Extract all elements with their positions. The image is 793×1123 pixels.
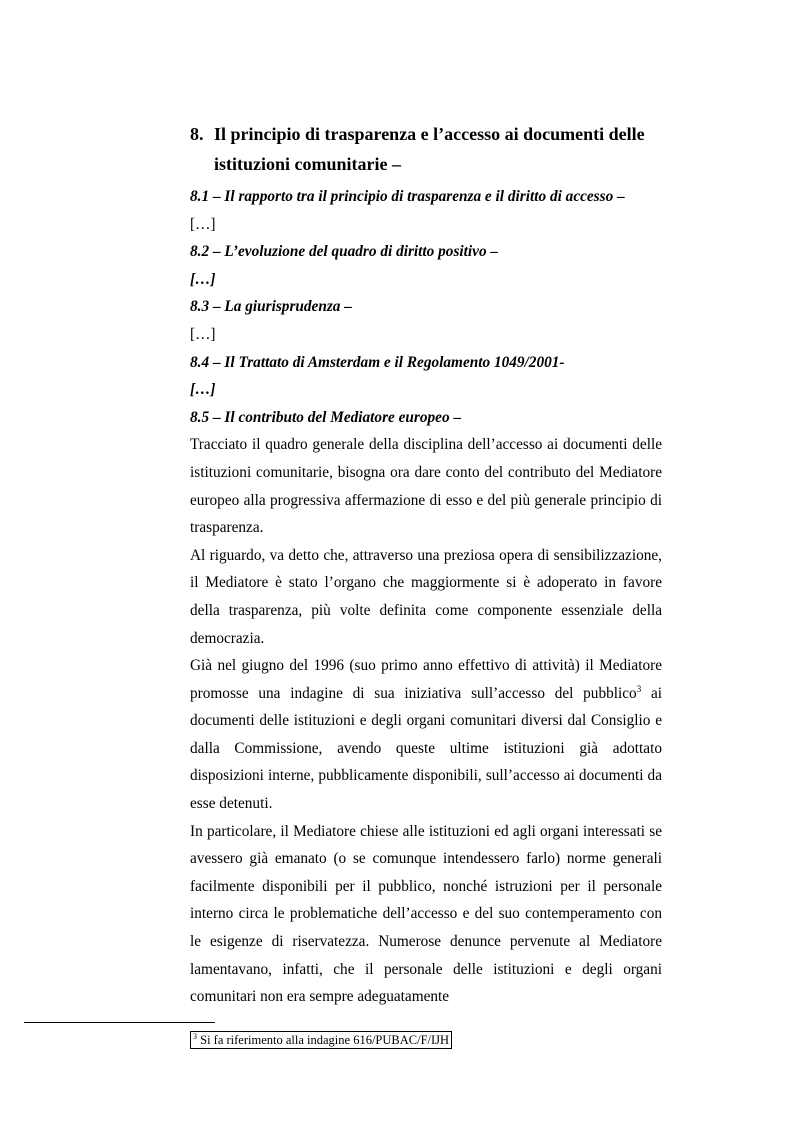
omission-ellipsis: […] (190, 270, 216, 288)
subsection-title-8-2: 8.2 – L’evoluzione del quadro di diritto positivo – (190, 243, 499, 261)
subsection-title-8-1: 8.1 – Il rapporto tra il principio di trasparenza e il diritto di accesso – (190, 188, 625, 205)
footnote-separator (24, 1022, 215, 1023)
body-paragraph: In particolare, il Mediatore chiese alle istituzioni ed agli organi interessati se avessero già emanato (o se comunque intendessero farlo) norme generali facilmente disponibili per il pubblico, nonché istruzioni per il personale interno circa le problematiche dell’accesso e del suo contemperamento con le esigenze di riservatezza. Numerose denunce pervenute al Mediatore lamentavano, infatti, che il personale delle istituzioni e degli organi comunitari non era sempre adeguatamente (190, 822, 662, 1006)
footnote (190, 1031, 452, 1049)
omission-ellipsis: […] (190, 381, 216, 399)
body-text (190, 183, 662, 1011)
section-heading-line2: istituzioni comunitarie – (214, 154, 401, 174)
omission-ellipsis: […] (190, 215, 216, 233)
body-paragraph (190, 652, 662, 818)
paragraph-text: ai documenti delle istituzioni e degli organi comunitari diversi dal Consiglio e dalla Commissione, avendo queste ultime istituzioni già adottato disposizioni interne, pubblicamente disponibili, sull’accesso ai documenti da esse detenuti. (190, 684, 662, 813)
footnote-marker: 3 (193, 1031, 197, 1041)
footnote-reference[interactable]: 3 (636, 683, 642, 694)
paragraph-text: Già nel giugno del 1996 (suo primo anno effettivo di attività) il Mediatore promosse una indagine di sua iniziativa sull’accesso del pubblico (190, 657, 662, 702)
omission-ellipsis: […] (190, 325, 216, 343)
section-heading-line1: Il principio di trasparenza e l’accesso ai documenti delle (214, 124, 645, 144)
section-heading (190, 119, 665, 179)
footnote-text: Si fa riferimento alla indagine 616/PUBAC/F/IJH (197, 1033, 450, 1047)
subsection-title-8-3: 8.3 – La giurisprudenza – (190, 298, 352, 316)
subsection-title-8-4: 8.4 – Il Trattato di Amsterdam e il Regolamento 1049/2001- (190, 353, 565, 371)
section-number: 8. (190, 124, 204, 144)
body-paragraph: Tracciato il quadro generale della disciplina dell’accesso ai documenti delle istituzioni comunitarie, bisogna ora dare conto del contributo del Mediatore europeo alla progressiva affermazione di esso e del più generale principio di trasparenza. (190, 436, 662, 537)
body-paragraph: Al riguardo, va detto che, attraverso una preziosa opera di sensibilizzazione, il Mediatore è stato l’organo che maggiormente si è adoperato in favore della trasparenza, più volte definita come componente essenziale della democrazia. (190, 546, 662, 647)
subsection-title-8-5: 8.5 – Il contributo del Mediatore europeo – (190, 408, 462, 426)
